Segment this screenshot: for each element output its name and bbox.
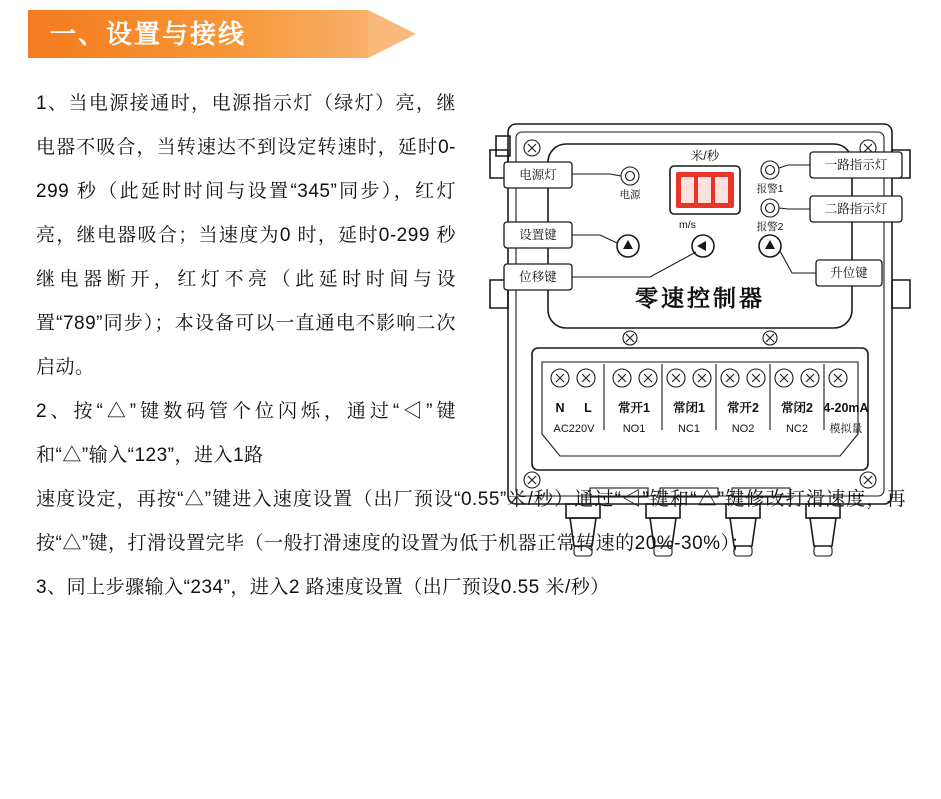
brand-label: 零速控制器 [635, 285, 765, 311]
alarm1-label: 报警1 [756, 183, 784, 195]
terminal-label-no2: 常开2 [727, 401, 759, 415]
terminal-sub-ac220v: AC220V [553, 423, 595, 435]
callout-power-lamp: 电源灯 [519, 168, 557, 182]
paragraph-2-part-2: 速度设定，再按“△”键进入速度设置（出厂预设“0.55”米/秒）通过“◁”键和“△”键修改打滑速度，再按“△”键，打滑设置完毕（一般打滑速度的设置为低于机器正常转速的20%-30%）； [36, 489, 906, 554]
terminal-sub-nc1: NC1 [677, 423, 701, 435]
device-diagram [470, 110, 930, 580]
terminal-sub-no2: NO2 [731, 423, 755, 435]
terminal-label-n: N [555, 401, 565, 415]
paragraph-2-part-1: 2、按“△”键数码管个位闪烁，通过“◁”键和“△”输入“123”，进入1路 [36, 401, 456, 466]
callout-up-key: 升位键 [830, 266, 868, 280]
callout-indicator-1: 一路指示灯 [824, 158, 888, 172]
callout-shift-key: 位移键 [519, 270, 557, 284]
terminal-label-no1: 常开1 [618, 401, 650, 415]
button-up-key[interactable] [759, 235, 781, 257]
section-header [28, 10, 428, 58]
paragraph-1: 1、当电源接通时，电源指示灯（绿灯）亮，继电器不吸合，当转速达不到设定转速时，延时0-299 秒（此延时时间与设置“345”同步），红灯亮，继电器吸合；当速度为0 时，延时0-299 秒继电器断开，红灯不亮（此延时时间与设置“789”同步）；本设备可以一直通电不影响二次启动。 [36, 93, 456, 378]
callout-set-key: 设置键 [519, 228, 557, 242]
terminal-label-l: L [584, 401, 592, 415]
terminal-sub-no1: NO1 [622, 423, 646, 435]
terminal-sub-nc2: NC2 [785, 423, 809, 435]
section-header-ribbon-tip [368, 10, 416, 58]
paragraph-3: 3、同上步骤输入“234”，进入2 路速度设置（出厂预设0.55 米/秒） [36, 577, 610, 598]
button-shift-key[interactable] [692, 235, 714, 257]
callout-indicator-2: 二路指示灯 [824, 202, 888, 216]
page-title: 一、设置与接线 [50, 19, 247, 49]
terminal-label-analog: 4-20mA [823, 401, 869, 415]
power-lamp-inner-label: 电源 [619, 189, 641, 201]
display-unit-small: m/s [679, 219, 696, 231]
display-unit-top: 米/秒 [690, 149, 720, 163]
alarm2-label: 报警2 [756, 221, 784, 233]
terminal-label-nc2: 常闭2 [781, 401, 813, 415]
button-set-key[interactable] [617, 235, 639, 257]
terminal-sub-analog: 模拟量 [829, 423, 863, 435]
terminal-label-nc1: 常闭1 [673, 401, 705, 415]
